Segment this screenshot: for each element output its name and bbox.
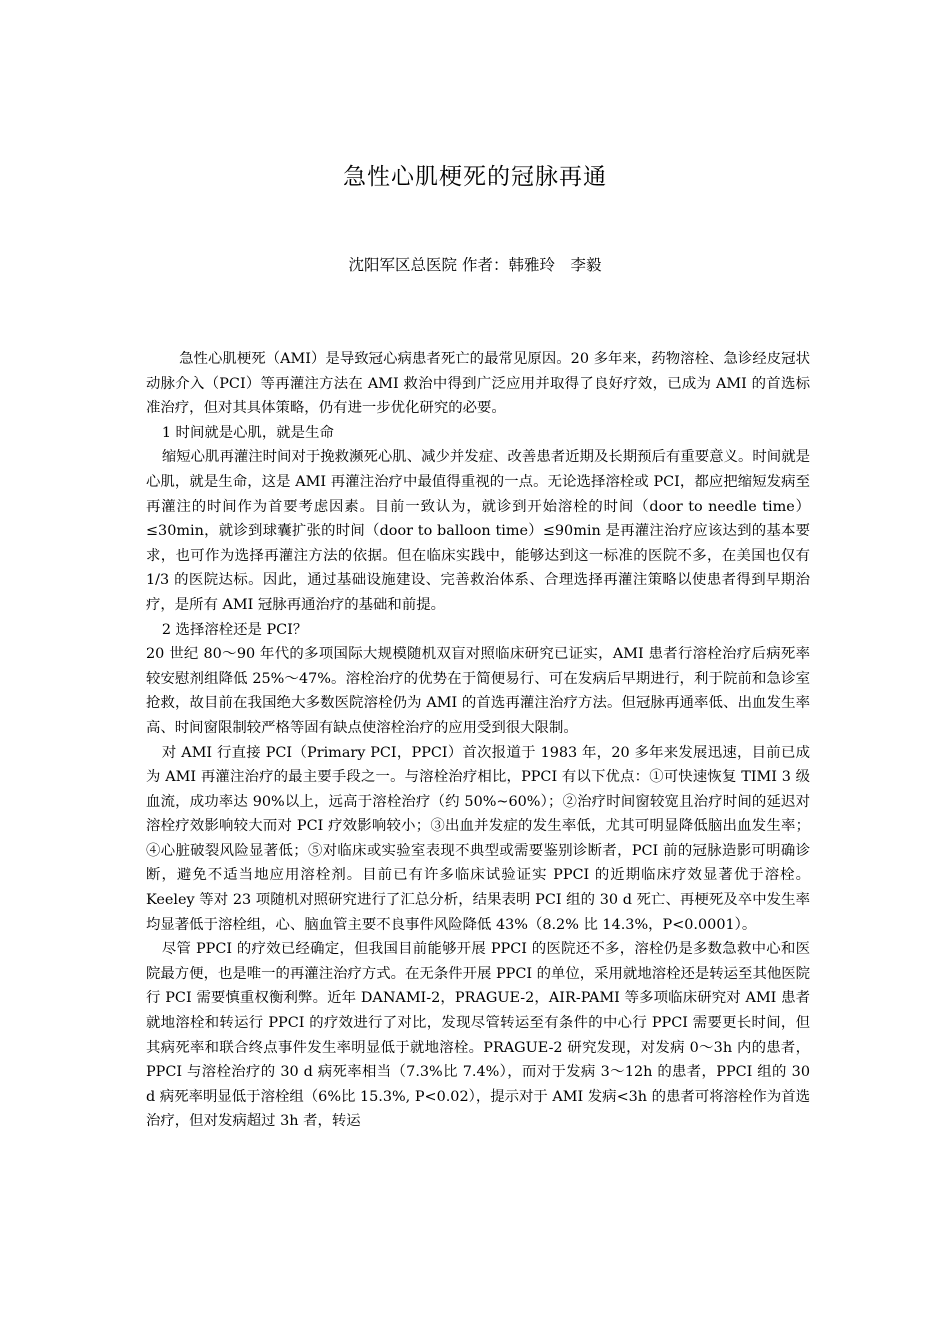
paragraph-transfer: 尽管 PPCI 的疗效已经确定，但我国目前能够开展 PPCI 的医院还不多，溶栓仍是多数急救中心和医院最方便，也是唯一的再灌注治疗方式。在无条件开展 PPCI 的单位，采用就地溶栓还是转运至其他医院行 PCI 需要慎重权衡利弊。近年 DANAMI-2，PRAGUE-2，AIR-PAMI 等多项临床研究对 AMI 患者就地溶栓和转运行 PPCI 的疗效进行了对比，发现尽管转运至有条件的中心行 PPCI 需要更长时间，但其病死率和联合终点事件发生率明显低于就地溶栓。PRAGUE-2 研究发现，对发病 0～3h 内的患者，PPCI 与溶栓治疗的 30 d 病死率相当（7.3%比 7.4%），而对于发病 3～12h 的患者，PPCI 组的 30 d 病死率明显低于溶栓组（6%比 15.3%, P<0.02），提示对于 AMI 发病<3h 的患者可将溶栓作为首选治疗，但对发病超过 3h 者，转运 [146,941,811,1130]
document-body [146,347,810,1134]
paragraph-ppci: 对 AMI 行直接 PCI（Primary PCI，PPCI）首次报道于 1983 年，20 多年来发展迅速，目前已成为 AMI 再灌注治疗的最主要手段之一。与溶栓治疗相比，PPCI 有以下优点：①可快速恢复 TIMI 3 级血流，成功率达 90%以上，远高于溶栓治疗（约 50%~60%）；②治疗时间窗较宽且治疗时间的延迟对溶栓疗效影响较大而对 PCI 疗效影响较小；③出血并发症的发生率低，尤其可明显降低脑出血发生率；④心脏破裂风险显著低；⑤对临床或实验室表现不典型或需要鉴别诊断者，PCI 前的冠脉造影可明确诊断，避免不适当地应用溶栓剂。目前已有许多临床试验证实 PPCI 的近期临床疗效显著优于溶栓。Keeley 等对 23 项随机对照研究进行了汇总分析，结果表明 PCI 组的 30 d 死亡、再梗死及卒中发生率均显著低于溶栓组，心、脑血管主要不良事件风险降低 43%（8.2% 比 14.3%，P<0.0001）。 [146,744,810,933]
page-title: 急性心肌梗死的冠脉再通 [343,164,607,190]
author-byline: 沈阳军区总医院 作者：韩雅玲 李毅 [348,256,602,274]
section-heading-1: 1 时间就是心肌，就是生命 [161,424,334,441]
paragraph-time: 缩短心肌再灌注时间对于挽救濒死心肌、减少并发症、改善患者近期及长期预后有重要意义。时间就是心肌，就是生命，这是 AMI 再灌注治疗中最值得重视的一点。无论选择溶栓或 PCI，都应把缩短发病至再灌注的时间作为首要考虑因素。目前一致认为，就诊到开始溶栓的时间（door to needle time）≤30min，就诊到球囊扩张的时间（door to balloon time）≤90min 是再灌注治疗应该达到的基本要求，也可作为选择再灌注方法的依据。但在临床实践中，能够达到这一标准的医院不多，在美国也仅有 1/3 的医院达标。因此，通过基础设施建设、完善救治体系、合理选择再灌注策略以使患者得到早期治疗，是所有 AMI 冠脉再通治疗的基础和前提。 [146,449,810,613]
paragraph-intro: 急性心肌梗死（AMI）是导致冠心病患者死亡的最常见原因。20 多年来，药物溶栓、急诊经皮冠状动脉介入（PCI）等再灌注方法在 AMI 救治中得到广泛应用并取得了良好疗效，已成为 AMI 的首选标准治疗，但对其具体策略，仍有进一步优化研究的必要。 [146,351,810,417]
paragraph-thrombolysis: 20 世纪 80～90 年代的多项国际大规模随机双盲对照临床研究已证实，AMI 患者行溶栓治疗后病死率较安慰剂组降低 25%～47%。溶栓治疗的优势在于简便易行、可在发病后早期进行，利于院前和急诊室抢救，故目前在我国绝大多数医院溶栓仍为 AMI 的首选再灌注治疗方法。但冠脉再通率低、出血发生率高、时间窗限制较严格等固有缺点使溶栓治疗的应用受到很大限制。 [146,646,810,736]
section-heading-2: 2 选择溶栓还是 PCI？ [161,621,308,638]
